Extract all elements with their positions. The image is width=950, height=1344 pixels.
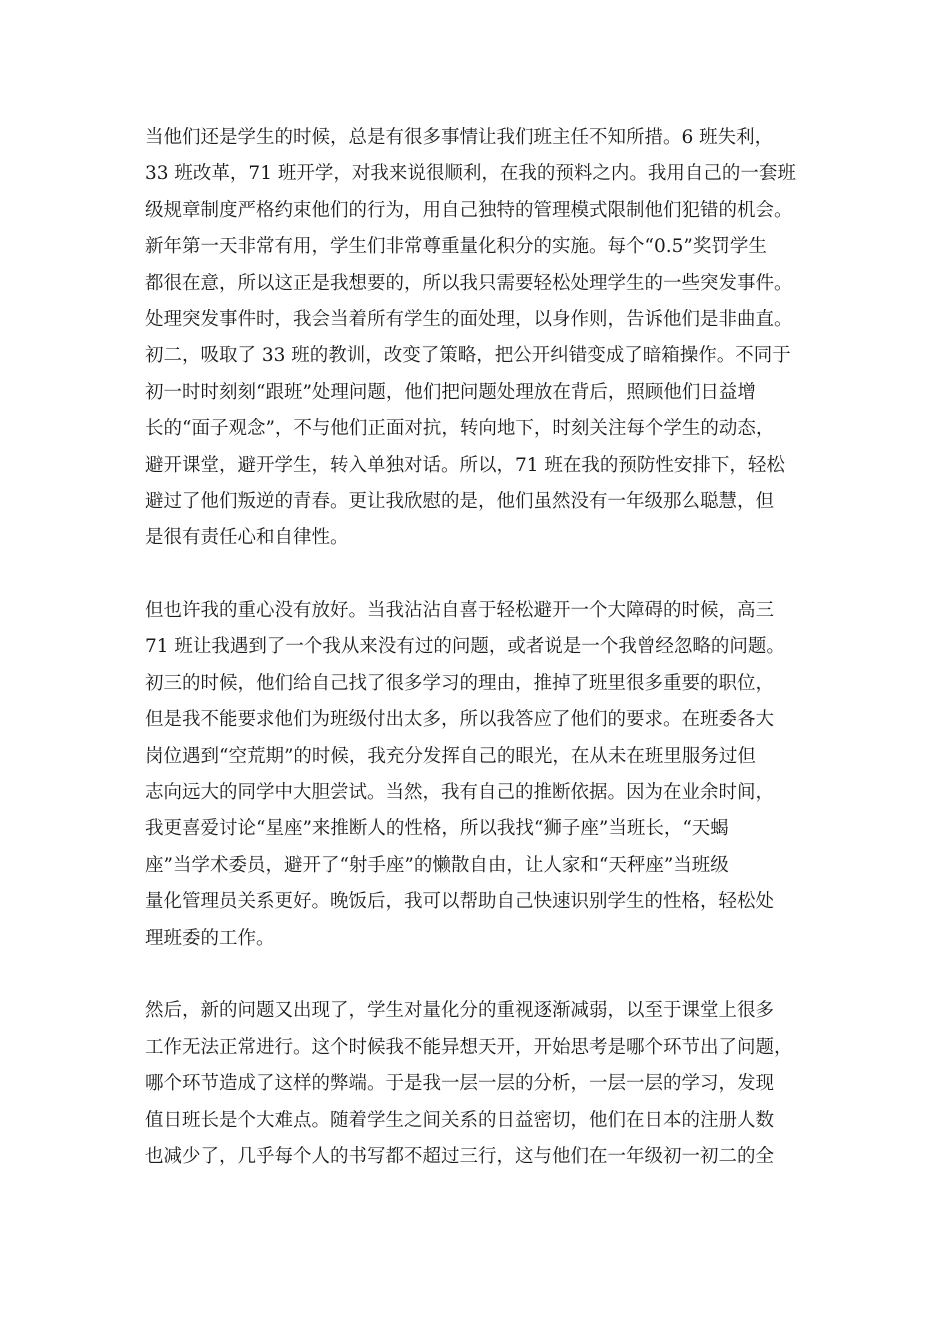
text-line: 也减少了，几乎每个人的书写都不超过三行，这与他们在一年级初一初二的全 xyxy=(145,1145,775,1167)
text-line: 理班委的工作。 xyxy=(145,927,275,949)
document-body xyxy=(145,120,810,1175)
text-line: 都很在意，所以这正是我想要的，所以我只需要轻松处理学生的一些突发事件。 xyxy=(145,272,793,294)
text-line: 但是我不能要求他们为班级付出太多，所以我答应了他们的要求。在班委各大 xyxy=(145,709,775,731)
text-line: 岗位遇到“空荒期”的时候，我充分发挥自己的眼光，在从未在班里服务过但 xyxy=(145,745,756,767)
text-line: 值日班长是个大难点。随着学生之间关系的日益密切，他们在日本的注册人数 xyxy=(145,1109,775,1131)
text-line: 但也许我的重心没有放好。当我沾沾自喜于轻松避开一个大障碍的时候，高三 xyxy=(145,600,775,622)
paragraph-3 xyxy=(145,993,810,1175)
text-line: 71 班让我遇到了一个我从来没有过的问题，或者说是一个我曾经忽略的问题。 xyxy=(145,636,785,658)
text-line: 处理突发事件时，我会当着所有学生的面处理，以身作则，告诉他们是非曲直。 xyxy=(145,308,793,330)
text-line: 33 班改革，71 班开学，对我来说很顺利，在我的预料之内。我用自己的一套班 xyxy=(145,163,796,185)
text-line: 量化管理员关系更好。晚饭后，我可以帮助自己快速识别学生的性格，轻松处 xyxy=(145,891,775,913)
text-line: 座”当学术委员，避开了“射手座”的懒散自由，让人家和“天秤座”当班级 xyxy=(145,854,729,876)
text-line: 避开课堂，避开学生，转入单独对话。所以，71 班在我的预防性安排下，轻松 xyxy=(145,454,785,476)
text-line: 当他们还是学生的时候，总是有很多事情让我们班主任不知所措。6 班失利， xyxy=(145,127,774,148)
text-line: 工作无法正常进行。这个时候我不能异想天开，开始思考是哪个环节出了问题， xyxy=(145,1036,793,1058)
text-line: 初三的时候，他们给自己找了很多学习的理由，推掉了班里很多重要的职位， xyxy=(145,672,775,694)
text-line: 长的“面子观念”，不与他们正面对抗，转向地下，时刻关注每个学生的动态， xyxy=(145,418,775,440)
text-line: 级规章制度严格约束他们的行为，用自己独特的管理模式限制他们犯错的机会。 xyxy=(145,199,793,221)
text-line: 我更喜爱讨论“星座”来推断人的性格，所以我找“狮子座”当班长，“天蝎 xyxy=(145,818,729,840)
text-line: 避过了他们叛逆的青春。更让我欣慰的是，他们虽然没有一年级那么聪慧，但 xyxy=(145,490,775,512)
text-line: 然后，新的问题又出现了，学生对量化分的重视逐渐减弱，以至于课堂上很多 xyxy=(145,1000,775,1022)
paragraph-gap xyxy=(145,557,810,593)
text-line: 初二，吸取了 33 班的教训，改变了策略，把公开纠错变成了暗箱操作。不同于 xyxy=(145,345,791,367)
text-line: 新年第一天非常有用，学生们非常尊重量化积分的实施。每个“0.5”奖罚学生 xyxy=(145,236,767,258)
paragraph-gap xyxy=(145,957,810,993)
paragraph-1 xyxy=(145,120,810,557)
text-line: 初一时时刻刻“跟班”处理问题，他们把问题处理放在背后，照顾他们日益增 xyxy=(145,381,756,403)
text-line: 是很有责任心和自律性。 xyxy=(145,527,349,549)
text-line: 哪个环节造成了这样的弊端。于是我一层一层的分析，一层一层的学习，发现 xyxy=(145,1073,775,1095)
text-line: 志向远大的同学中大胆尝试。当然，我有自己的推断依据。因为在业余时间， xyxy=(145,782,775,804)
paragraph-2 xyxy=(145,593,810,957)
